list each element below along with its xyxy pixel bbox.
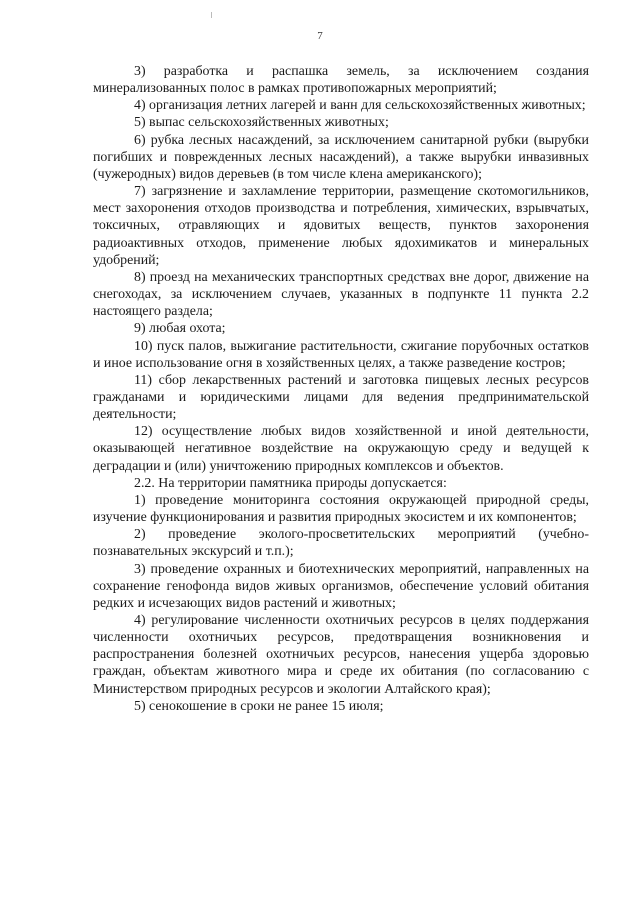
allowed-item-4-regulation: 4) регулирование численности охотничьих ресурсов в целях поддержания численности охотничьих ресурсов, предотвращения возникновения и распространения болезней охотничьих ресурсов, нанесения ущерба здоровью граждан, объектам животного мира и среде их обитания (по согласованию с Министерством природных ресурсов и экологии Алтайского края);: [93, 613, 589, 697]
list-item-9-hunting: 9) любая охота;: [134, 321, 226, 337]
allowed-item-1-monitoring: 1) проведение мониторинга состояния окружающей природной среды, изучение функционирования и развития природных экосистем и их компонентов;: [93, 492, 589, 526]
document-body: [93, 63, 589, 715]
list-item-7-pollution: 7) загрязнение и захламление территории, размещение скотомогильников, мест захоронения отходов производства и потребления, химических, взрывчатых, токсичных, отравляющих и ядовитых веществ, пунктов захоронения радиоактивных отходов, применение любых ядохимикатов и минеральных удобрений;: [93, 184, 589, 268]
allowed-item-2-education: 2) проведение эколого-просветительских мероприятий (учебно-познавательных экскурсий и т.п.);: [93, 527, 589, 560]
list-item-11-harvesting: 11) сбор лекарственных растений и заготовка пищевых лесных ресурсов гражданами и юридическими лицами для ведения предпринимательской деятельности;: [93, 372, 589, 423]
list-item-8-vehicles: 8) проезд на механических транспортных средствах вне дорог, движение на снегоходах, за исключением случаев, указанных в подпункте 11 пункта 2.2 настоящего раздела;: [93, 269, 589, 320]
page-number: 7: [317, 30, 323, 42]
list-item-6-logging: 6) рубка лесных насаждений, за исключением санитарной рубки (вырубки погибших и поврежденных лесных насаждений), а также вырубки инвазивных (чужеродных) видов деревьев (в том числе клена американского);: [93, 132, 589, 182]
list-item-10-fires: 10) пуск палов, выжигание растительности, сжигание порубочных остатков и иное использование огня в хозяйственных целях, а также разведение костров;: [93, 338, 589, 371]
allowed-item-5-haymaking: 5) сенокошение в сроки не ранее 15 июля;: [134, 698, 384, 714]
section-2-2-heading: 2.2. На территории памятника природы допускается:: [134, 475, 447, 491]
scan-mark: [211, 12, 212, 18]
list-item-5-grazing: 5) выпас сельскохозяйственных животных;: [134, 115, 389, 131]
list-item-4-summer-camps: 4) организация летних лагерей и ванн для сельскохозяйственных животных;: [134, 98, 586, 114]
allowed-item-3-protection: 3) проведение охранных и биотехнических мероприятий, направленных на сохранение генофонда видов живых организмов, обеспечение условий обитания редких и исчезающих видов растений и животных;: [93, 561, 589, 611]
list-item-3-land-development: 3) разработка и распашка земель, за исключением создания минерализованных полос в рамках противопожарных мероприятий;: [93, 64, 589, 97]
list-item-12-harmful-activity: 12) осуществление любых видов хозяйственной и иной деятельности, оказывающей негативное воздействие на окружающую среду и ведущей к деградации и (или) уничтожению природных комплексов и объектов.: [93, 424, 589, 474]
